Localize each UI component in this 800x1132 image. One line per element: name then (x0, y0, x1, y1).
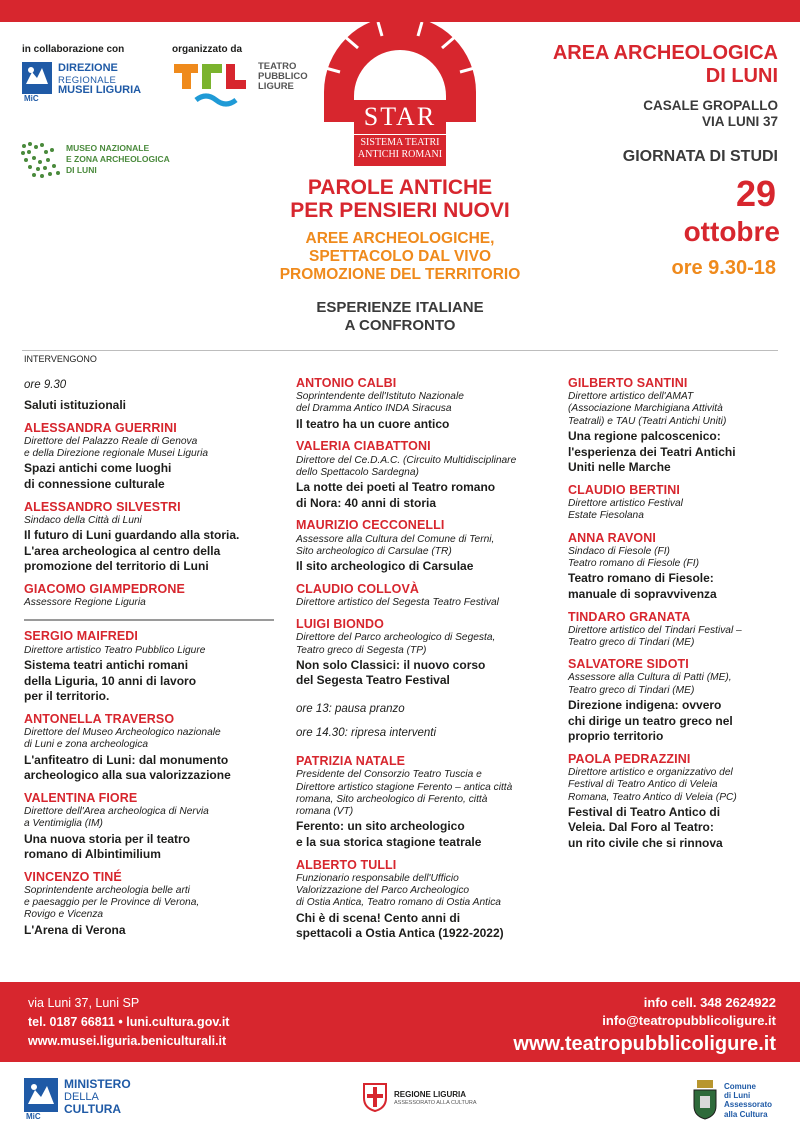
speaker-name: VINCENZO TINÉ (24, 869, 122, 884)
talk-title: Una nuova storia per il teatro (24, 831, 191, 846)
speaker-block (296, 582, 551, 609)
regione-shield-icon (362, 1082, 388, 1112)
speaker-role: (Associazione Marchigiana Attività (568, 403, 723, 415)
venue-title-1: AREA ARCHEOLOGICA (552, 42, 778, 64)
speaker-name: ALESSANDRO SILVESTRI (24, 499, 181, 514)
top-bar (0, 0, 800, 22)
mic-emblem-icon (22, 62, 52, 94)
ministero-line-2: DELLA (64, 1091, 99, 1103)
speaker-name: ALBERTO TULLI (296, 857, 397, 872)
talk-title: di connessione culturale (24, 476, 165, 491)
footer-info: info cell. 348 2624922 (643, 995, 776, 1010)
mic-abbr: MiC (24, 94, 39, 103)
speaker-name: PAOLA PEDRAZZINI (568, 751, 691, 766)
talk-title: Spazi antichi come luoghi (24, 461, 172, 476)
speaker-role: Direttore artistico stagione Ferento – antica città (296, 781, 513, 793)
speaker-role: Soprintendente archeologia belle arti (24, 885, 190, 896)
speaker-role: Assessore alla Cultura di Patti (ME), (568, 672, 732, 684)
event-hours: ore 9.30-18 (671, 257, 776, 279)
sub-title-3: PROMOZIONE DEL TERRITORIO (279, 265, 521, 283)
break-resume: ore 14.30: ripresa interventi (296, 727, 436, 740)
comune-line-2: di Luni (724, 1091, 751, 1101)
talk-title: promozione del territorio di Luni (24, 559, 209, 574)
speaker-role: romana (VT) (296, 806, 354, 818)
star-sub-1: SISTEMA TEATRI (360, 137, 440, 148)
talk-title: della Liguria, 10 anni di lavoro (24, 673, 197, 688)
museo-line-2: E ZONA ARCHEOLOGICA (66, 154, 170, 164)
talk-title: e la sua storica stagione teatrale (296, 834, 482, 849)
speaker-name: TINDARO GRANATA (568, 609, 691, 624)
star-title: STAR (363, 102, 437, 131)
ministero-logo (24, 1078, 174, 1122)
speaker-block (296, 439, 551, 510)
speaker-block (296, 858, 551, 941)
ministero-line-1: MINISTERO (64, 1077, 131, 1091)
collab-label: in collaborazione con (22, 44, 125, 55)
venue-address (643, 98, 778, 130)
talk-title: L'area archeologica al centro della (24, 543, 221, 558)
speaker-role: di Luni e zona archeologica (24, 739, 149, 751)
talk-title: Direzione indigena: ovvero (568, 697, 722, 712)
main-title-2: PER PENSIERI NUOVI (290, 199, 510, 223)
speaker-role: Direttore artistico del Tindari Festival – (568, 624, 742, 636)
mic-line-3: MUSEI LIGURIA (58, 84, 142, 96)
speaker-role: Direttore del Museo Archeologico nazionale (24, 727, 221, 739)
time-start: ore 9.30 (24, 379, 67, 391)
talk-title: l'esperienza dei Teatri Antichi (568, 444, 736, 459)
speaker-block (24, 500, 274, 574)
speaker-block (568, 752, 783, 851)
speaker-name: CLAUDIO BERTINI (568, 482, 680, 497)
speaker-block (296, 754, 551, 849)
speaker-role: Direttore del Palazzo Reale di Genova (24, 435, 198, 447)
speaker-list (296, 376, 551, 688)
talk-title: Festival di Teatro Antico di (568, 804, 721, 819)
talk-title: Il sito archeologico di Carsulae (296, 559, 474, 574)
talk-title: spettacoli a Ostia Antica (1922-2022) (296, 926, 504, 941)
speaker-role: Sindaco di Fiesole (FI) (568, 545, 670, 557)
speaker-role: Direttore artistico Festival (568, 498, 683, 510)
speaker-role: Soprintendente dell'Istituto Nazionale (296, 391, 464, 403)
speaker-role: Teatro romano di Fiesole (FI) (568, 558, 699, 570)
venue-address-2: VIA LUNI 37 (701, 114, 778, 130)
speaker-name: PATRIZIA NATALE (296, 754, 406, 769)
talk-title: Veleia. Dal Foro al Teatro: (568, 820, 714, 835)
tpl-logo (172, 60, 322, 110)
museo-line-3: DI LUNI (66, 165, 97, 175)
speaker-role: Sindaco della Città di Luni (24, 514, 142, 526)
speaker-role: Rovigo e Vicenza (24, 909, 104, 921)
tagline (270, 299, 530, 335)
speaker-role: Presidente del Consorzio Teatro Tuscia e (296, 769, 482, 781)
talk-title: Non solo Classici: il nuovo corso (296, 657, 486, 672)
speaker-block (568, 483, 783, 523)
saluti-label: Saluti istituzionali (24, 398, 127, 413)
speaker-block (24, 582, 274, 609)
speaker-name: ALESSANDRA GUERRINI (24, 420, 177, 435)
speaker-role: e paesaggio per le Province di Verona, (24, 897, 200, 909)
star-sub-2: ANTICHI ROMANI (357, 149, 443, 160)
talk-title: per il territorio. (24, 689, 110, 704)
speaker-block (568, 610, 783, 650)
talk-title: un rito civile che si rinnova (568, 836, 723, 851)
speaker-role: e della Direzione regionale Musei Liguria (24, 448, 209, 460)
speaker-role: a Ventimiglia (IM) (24, 818, 103, 830)
main-title (250, 176, 550, 222)
footer-bar (0, 982, 800, 1062)
speaker-name: GILBERTO SANTINI (568, 376, 688, 390)
talk-title: del Segesta Teatro Festival (296, 673, 450, 688)
speaker-role: Direttore del Parco archeologico di Segesta, (296, 632, 496, 644)
comune-text (724, 1082, 772, 1119)
museo-line-1: MUSEO NAZIONALE (66, 143, 150, 153)
ministero-line-3: CULTURA (64, 1102, 122, 1116)
tagline-1: ESPERIENZE ITALIANE (316, 299, 484, 316)
speaker-role: Direttore del Ce.D.A.C. (Circuito Multidisciplinare (296, 454, 517, 466)
tpl-line-1: TEATRO (258, 61, 297, 72)
comune-line-4: alla Cultura (724, 1109, 768, 1119)
tpl-mark-icon (172, 60, 254, 108)
speaker-role: Direttore dell'Area archeologica di Nervia (24, 806, 209, 818)
sub-title-2: SPETTACOLO DAL VIVO (309, 247, 491, 265)
speaker-role: dello Spettacolo Sardegna) (296, 466, 419, 478)
speaker-role: Festival di Teatro Antico di Veleia (568, 779, 718, 791)
footer-left (28, 994, 229, 1050)
speaker-role: Funzionario responsabile dell'Ufficio (296, 872, 459, 884)
speaker-role: del Dramma Antico INDA Siracusa (296, 403, 452, 415)
speaker-role: di Ostia Antica, Teatro romano di Ostia Antica (296, 897, 501, 909)
speaker-name: SERGIO MAIFREDI (24, 629, 139, 644)
organized-label: organizzato da (172, 44, 243, 55)
talk-title: Il teatro ha un cuore antico (296, 416, 450, 431)
speaker-role: Direttore artistico del Segesta Teatro Festival (296, 596, 499, 608)
speaker-name: ANTONELLA TRAVERSO (24, 711, 175, 726)
speaker-name: VALENTINA FIORE (24, 790, 138, 805)
talk-title: di Nora: 40 anni di storia (296, 495, 437, 510)
comune-line-1: Comune (724, 1082, 756, 1091)
speaker-list (568, 376, 783, 851)
star-divider (354, 134, 446, 135)
program-column-2 (296, 368, 551, 941)
speaker-name: GIACOMO GIAMPEDRONE (24, 581, 185, 596)
footer-email[interactable]: info@teatropubblicoligure.it (602, 1013, 776, 1029)
break-lunch: ore 13: pausa pranzo (296, 703, 405, 716)
speaker-block (24, 870, 274, 938)
program-separator (22, 350, 778, 351)
speaker-block (568, 376, 783, 475)
speaker-name: VALERIA CIABATTONI (296, 439, 431, 454)
regione-name: REGIONE LIGURIA (394, 1090, 467, 1099)
speaker-block (568, 657, 783, 744)
speaker-block (296, 376, 551, 431)
speaker-block (24, 421, 274, 492)
talk-title: Ferento: un sito archeologico (296, 819, 465, 834)
footer-site2[interactable]: www.musei.liguria.beniculturali.it (28, 1033, 227, 1048)
speaker-name: CLAUDIO COLLOVÀ (296, 581, 420, 596)
speaker-block (296, 518, 551, 573)
event-month: ottobre (683, 216, 780, 247)
program-column-1 (24, 372, 274, 937)
program-column-3 (568, 368, 783, 851)
venue-address-1: CASALE GROPALLO (643, 98, 778, 113)
speaker-role: romana, Sito archeologico di Ferento, città (296, 793, 488, 805)
talk-title: Il futuro di Luni guardando alla storia. (24, 528, 240, 543)
speaker-name: ANNA RAVONI (568, 530, 656, 545)
tpl-line-3: LIGURE (258, 81, 294, 92)
footer-site1[interactable]: luni.cultura.gov.it (126, 1014, 230, 1029)
speaker-role: Teatro greco di Tindari (ME) (568, 684, 695, 696)
star-logo (318, 22, 482, 170)
tpl-line-2: PUBBLICO (258, 71, 308, 82)
talk-title: chi dirige un teatro greco nel (568, 713, 733, 728)
talk-title: proprio territorio (568, 729, 664, 744)
talk-title: romano di Albintimilium (24, 847, 161, 862)
venue-title (553, 42, 778, 88)
footer-right (513, 994, 776, 1058)
speaker-list (24, 421, 274, 610)
mic-logo (22, 62, 172, 102)
tagline-2: A CONFRONTO (344, 317, 456, 334)
footer-contacts: tel. 0187 66811 • luni.cultura.gov.it (28, 1014, 230, 1029)
speaker-role: Teatro greco di Segesta (TP) (296, 644, 427, 656)
footer-tel: tel. 0187 66811 (28, 1014, 115, 1029)
speaker-role: Assessore Regione Liguria (24, 597, 146, 609)
talk-title: La notte dei poeti al Teatro romano (296, 480, 496, 495)
event-day: 29 (735, 173, 776, 214)
speaker-role: Teatro greco di Tindari (ME) (568, 637, 695, 648)
mic-line-2: REGIONALE (58, 75, 117, 86)
speaker-role: Direttore artistico e organizzativo del (568, 767, 733, 779)
regione-logo (362, 1080, 492, 1116)
talk-title: L'Arena di Verona (24, 922, 126, 937)
event-type: GIORNATA DI STUDI (622, 148, 778, 165)
talk-title: Sistema teatri antichi romani (24, 657, 189, 672)
speaker-list (24, 629, 274, 937)
regione-sub: ASSESSORATO ALLA CULTURA (394, 1100, 477, 1106)
speaker-role: Valorizzazione del Parco Archeologico (296, 885, 470, 897)
speaker-role: Teatrali) e TAU (Teatri Antichi Uniti) (568, 415, 727, 427)
talk-title: archeologico alla sua valorizzazione (24, 768, 231, 783)
ministero-emblem-icon (24, 1078, 58, 1112)
speaker-block (24, 791, 274, 862)
speaker-role: Direttore artistico dell'AMAT (568, 391, 694, 403)
comune-line-3: Assessorato (724, 1100, 773, 1110)
talk-title: manuale di sopravvivenza (568, 586, 717, 601)
mic-line-1: DIREZIONE (58, 62, 118, 74)
comune-crest-icon (692, 1080, 718, 1120)
speaker-role: Direttore artistico Teatro Pubblico Ligure (24, 644, 206, 656)
speaker-role: Sito archeologico di Carsulae (TR) (296, 545, 452, 557)
intervengono-label: INTERVENGONO (24, 354, 97, 364)
museo-mosaic-icon (18, 140, 62, 182)
speaker-block (568, 531, 783, 602)
sub-title-1: AREE ARCHEOLOGICHE, (305, 230, 495, 247)
ministero-abbr: MiC (26, 1112, 41, 1121)
column-divider (24, 619, 274, 621)
sub-title (240, 230, 560, 283)
talk-title: Chi è di scena! Cento anni di (296, 910, 461, 925)
speaker-block (24, 712, 274, 783)
talk-title: Una regione palcoscenico: (568, 428, 721, 443)
talk-title: L'anfiteatro di Luni: dal monumento (24, 752, 229, 767)
speaker-role: Estate Fiesolana (568, 510, 644, 522)
museo-logo (18, 140, 188, 182)
footer-web[interactable]: www.teatropubblicoligure.it (513, 1033, 776, 1056)
speaker-name: ANTONIO CALBI (296, 376, 397, 390)
speaker-name: MAURIZIO CECCONELLI (296, 518, 445, 533)
venue-title-2: DI LUNI (705, 65, 778, 87)
speaker-block (296, 617, 551, 688)
speaker-role: Assessore alla Cultura del Comune di Terni, (296, 533, 495, 545)
speaker-block (24, 629, 274, 703)
main-title-1: PAROLE ANTICHE (307, 176, 493, 199)
speaker-role: Romana, Teatro Antico di Veleia (PC) (568, 791, 737, 803)
footer-address: via Luni 37, Luni SP (28, 996, 140, 1010)
comune-logo (692, 1076, 792, 1126)
speaker-list (296, 754, 551, 941)
speaker-name: LUIGI BIONDO (296, 617, 385, 632)
talk-title: Teatro romano di Fiesole: (568, 571, 714, 586)
talk-title: Uniti nelle Marche (568, 460, 671, 475)
speaker-name: SALVATORE SIDOTI (568, 657, 689, 672)
